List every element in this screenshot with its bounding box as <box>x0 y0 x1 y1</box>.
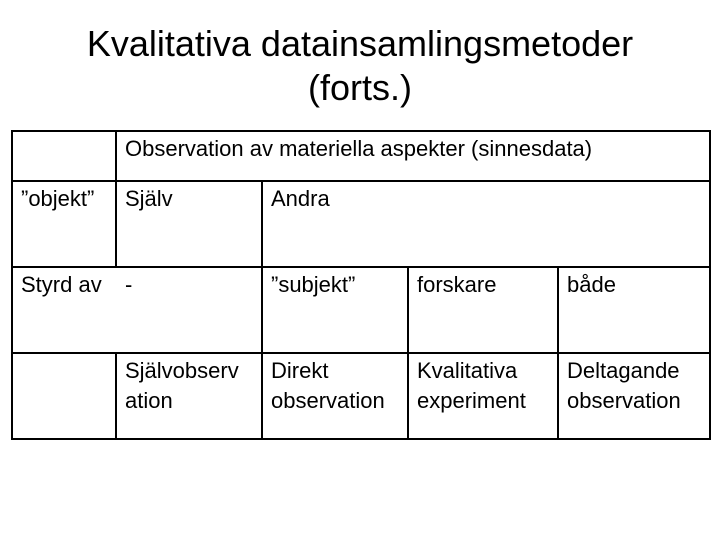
table-header-row <box>12 131 710 181</box>
row-label-styrd-av: Styrd av <box>12 267 116 353</box>
row-label-empty <box>12 353 116 439</box>
cell-sjalv: Själv <box>116 181 262 267</box>
slide-title <box>0 22 720 110</box>
cell-direkt-observation: Direkt observation <box>262 353 408 439</box>
observation-table <box>11 130 711 440</box>
slide-title-line-1: Kvalitativa datainsamlingsmetoder <box>86 23 634 64</box>
cell-bade: både <box>558 267 710 353</box>
row-label-objekt: ”objekt” <box>12 181 116 267</box>
cell-andra: Andra <box>262 181 710 267</box>
cell-sjalvobservation: Självobserv ation <box>116 353 262 439</box>
slide-title-line-2: (forts.) <box>308 67 412 108</box>
cell-deltagande-observation: Deltagande observation <box>558 353 710 439</box>
cell-subjekt: ”subjekt” <box>262 267 408 353</box>
cell-forskare: forskare <box>408 267 558 353</box>
table-corner-cell <box>12 131 116 181</box>
cell-kvalitativa-experiment: Kvalitativa experiment <box>408 353 558 439</box>
table-row <box>12 353 710 439</box>
table-header-cell: Observation av materiella aspekter (sinnesdata) <box>116 131 710 181</box>
cell-dash: - <box>116 267 262 353</box>
table-row <box>12 181 710 267</box>
table-row <box>12 267 710 353</box>
